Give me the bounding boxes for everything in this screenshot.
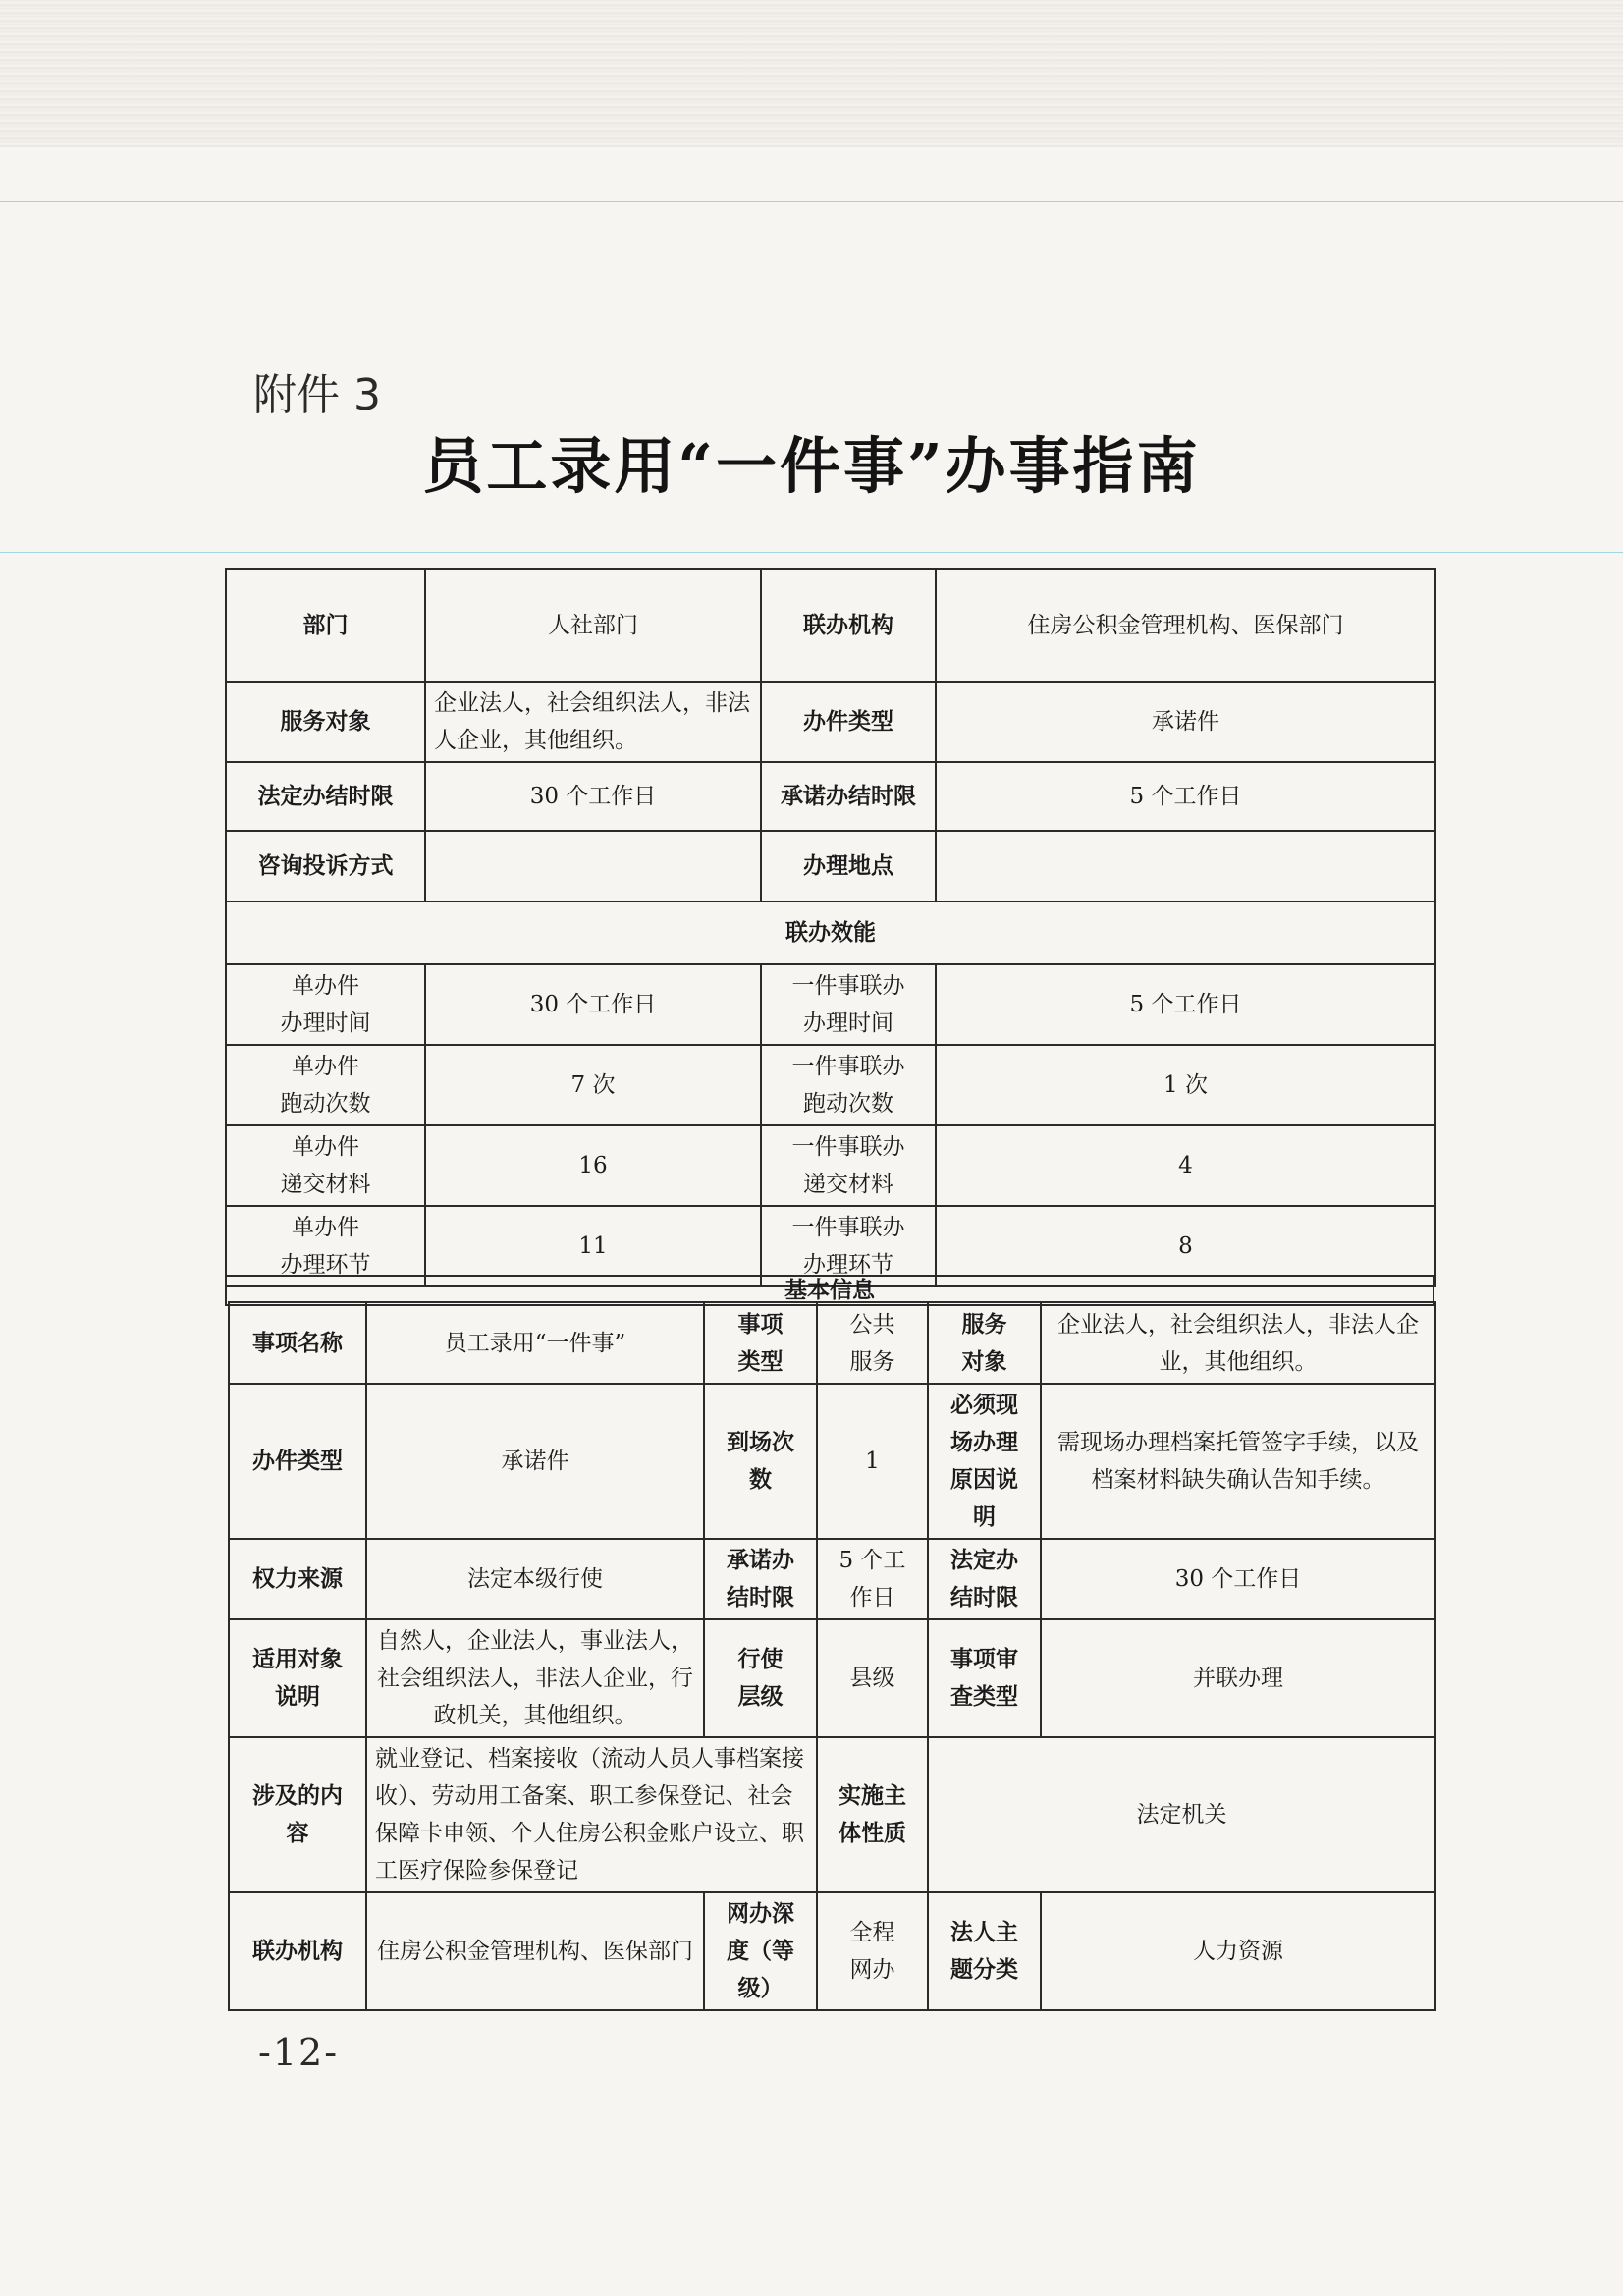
- table-row: [229, 1619, 1435, 1737]
- theme-value: 人力资源: [1041, 1892, 1435, 2010]
- table-row: [229, 1737, 1435, 1892]
- table-row: [226, 902, 1435, 964]
- place-label: 办理地点: [761, 831, 936, 902]
- legal-limit-value: 30 个工作日: [1041, 1539, 1435, 1619]
- table-row: [229, 1384, 1435, 1539]
- promise-limit-label: 承诺办结时限: [761, 762, 936, 831]
- level-label: 行使 层级: [704, 1619, 817, 1737]
- table-row: [226, 831, 1435, 902]
- single-value: 11: [425, 1206, 761, 1286]
- table-row: [226, 1045, 1435, 1125]
- subject-value: 法定机关: [928, 1737, 1435, 1892]
- service-target-value: 企业法人，社会组织法人，非法人企业，其他组织。: [1041, 1302, 1435, 1384]
- basic-info-table: [228, 1301, 1436, 2011]
- joint-value: 8: [936, 1206, 1435, 1286]
- onsite-reason-label: 必须现 场办理 原因说 明: [928, 1384, 1041, 1539]
- table-row: [229, 1539, 1435, 1619]
- table-row: [226, 964, 1435, 1045]
- scan-line: [0, 201, 1623, 202]
- power-label: 权力来源: [229, 1539, 366, 1619]
- consult-value: [425, 831, 761, 902]
- joint-label: 一件事联办 办理时间: [761, 964, 936, 1045]
- applicable-label: 适用对象 说明: [229, 1619, 366, 1737]
- name-label: 事项名称: [229, 1302, 366, 1384]
- target-label: 服务对象: [226, 682, 425, 762]
- table-row: [226, 1125, 1435, 1206]
- review-value: 并联办理: [1041, 1619, 1435, 1737]
- single-label: 单办件 递交材料: [226, 1125, 425, 1206]
- joint-label: 联办机构: [761, 569, 936, 682]
- joint-label: 一件事联办 办理环节: [761, 1206, 936, 1286]
- summary-table: [225, 568, 1436, 1287]
- promise-limit-value: 5 个工作日: [936, 762, 1435, 831]
- table-row: [229, 1892, 1435, 2010]
- type-value: 承诺件: [936, 682, 1435, 762]
- basic-header: 基本信息: [226, 1276, 1434, 1305]
- case-type-label: 办件类型: [229, 1384, 366, 1539]
- visits-label: 到场次 数: [704, 1384, 817, 1539]
- applicable-value: 自然人，企业法人，事业法人，社会组织法人，非法人企业，行政机关，其他组织。: [366, 1619, 704, 1737]
- online-value: 全程 网办: [817, 1892, 928, 2010]
- name-value: 员工录用“一件事”: [366, 1302, 704, 1384]
- joint-value: 住房公积金管理机构、医保部门: [366, 1892, 704, 2010]
- power-value: 法定本级行使: [366, 1539, 704, 1619]
- table-row: [229, 1302, 1435, 1384]
- target-value: 企业法人，社会组织法人，非法人企业，其他组织。: [425, 682, 761, 762]
- online-label: 网办深 度（等 级）: [704, 1892, 817, 2010]
- joint-label: 一件事联办 递交材料: [761, 1125, 936, 1206]
- item-type-value: 公共 服务: [817, 1302, 928, 1384]
- efficiency-header: 联办效能: [226, 902, 1435, 964]
- dept-label: 部门: [226, 569, 425, 682]
- dept-value: 人社部门: [425, 569, 761, 682]
- onsite-reason-value: 需现场办理档案托管签字手续，以及档案材料缺失确认告知手续。: [1041, 1384, 1435, 1539]
- single-label: 单办件 办理环节: [226, 1206, 425, 1286]
- joint-value: 4: [936, 1125, 1435, 1206]
- single-label: 单办件 跑动次数: [226, 1045, 425, 1125]
- legal-limit-label: 法定办结时限: [226, 762, 425, 831]
- legal-limit-label: 法定办 结时限: [928, 1539, 1041, 1619]
- item-type-label: 事项 类型: [704, 1302, 817, 1384]
- content-value: 就业登记、档案接收（流动人员人事档案接收）、劳动用工备案、职工参保登记、社会保障卡申领、个人住房公积金账户设立、职工医疗保险参保登记: [366, 1737, 817, 1892]
- joint-label: 一件事联办 跑动次数: [761, 1045, 936, 1125]
- subject-label: 实施主 体性质: [817, 1737, 928, 1892]
- attachment-label: 附件 3: [253, 370, 381, 420]
- single-value: 7 次: [425, 1045, 761, 1125]
- table-row: [226, 569, 1435, 682]
- page-title: 员工录用“一件事”办事指南: [422, 430, 1201, 502]
- place-value: [936, 831, 1435, 902]
- scan-artifact: [0, 0, 1623, 147]
- promise-limit-value: 5 个工 作日: [817, 1539, 928, 1619]
- case-type-value: 承诺件: [366, 1384, 704, 1539]
- type-label: 办件类型: [761, 682, 936, 762]
- promise-limit-label: 承诺办 结时限: [704, 1539, 817, 1619]
- joint-label: 联办机构: [229, 1892, 366, 2010]
- joint-value: 住房公积金管理机构、医保部门: [936, 569, 1435, 682]
- single-value: 30 个工作日: [425, 964, 761, 1045]
- content-label: 涉及的内 容: [229, 1737, 366, 1892]
- joint-value: 5 个工作日: [936, 964, 1435, 1045]
- single-value: 16: [425, 1125, 761, 1206]
- level-value: 县级: [817, 1619, 928, 1737]
- theme-label: 法人主 题分类: [928, 1892, 1041, 2010]
- legal-limit-value: 30 个工作日: [425, 762, 761, 831]
- consult-label: 咨询投诉方式: [226, 831, 425, 902]
- page-number: -12-: [258, 2031, 340, 2074]
- table-row: [226, 682, 1435, 762]
- visits-value: 1: [817, 1384, 928, 1539]
- single-label: 单办件 办理时间: [226, 964, 425, 1045]
- table-row: [226, 762, 1435, 831]
- joint-value: 1 次: [936, 1045, 1435, 1125]
- review-label: 事项审 查类型: [928, 1619, 1041, 1737]
- scan-line: [0, 552, 1623, 553]
- service-target-label: 服务 对象: [928, 1302, 1041, 1384]
